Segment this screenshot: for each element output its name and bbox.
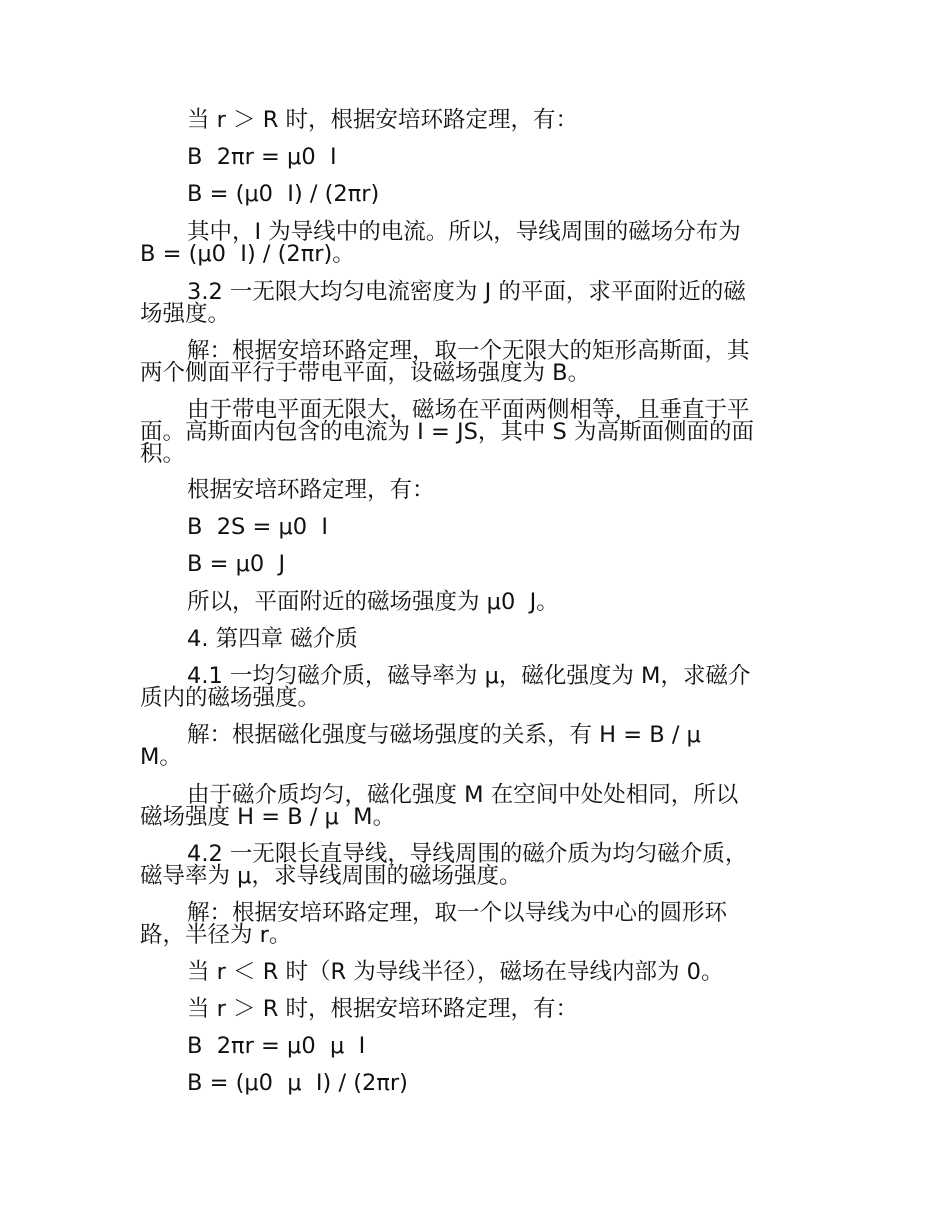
text-line: 解：根据安培环路定理，取一个无限大的矩形高斯面，其 <box>187 338 750 364</box>
text-line: 路，半径为 r。 <box>140 922 292 948</box>
equation-line: B = (μ0 I) / (2πr) <box>187 181 380 207</box>
text-line: 根据安培环路定理，有： <box>187 477 435 503</box>
text-line: 面。高斯面内包含的电流为 I = JS，其中 S 为高斯面侧面的面 <box>140 419 754 445</box>
text-line: 当 r ＜ R 时（R 为导线半径），磁场在导线内部为 0。 <box>187 959 724 985</box>
equation-line: B 2πr = μ0 I <box>187 144 337 170</box>
text-line: 磁导率为 μ，求导线周围的磁场强度。 <box>140 863 522 889</box>
text-line: 所以，平面附近的磁场强度为 μ0 J。 <box>187 589 559 615</box>
equation-line: B 2πr = μ0 μ I <box>187 1033 366 1059</box>
text-line: 4.2 一无限长直导线，导线周围的磁介质为均匀磁介质， <box>187 841 748 867</box>
text-line: 4.1 一均匀磁介质，磁导率为 μ，磁化强度为 M，求磁介 <box>187 663 751 689</box>
text-line: M。 <box>140 744 182 770</box>
equation-line: B = (μ0 μ I) / (2πr) <box>187 1070 408 1096</box>
text-line: 由于磁介质均匀，磁化强度 M 在空间中处处相同，所以 <box>187 782 739 808</box>
text-line: 解：根据磁化强度与磁场强度的关系，有 H = B / μ <box>187 722 701 748</box>
text-line: 解：根据安培环路定理，取一个以导线为中心的圆形环 <box>187 900 728 926</box>
text-line: 两个侧面平行于带电平面，设磁场强度为 B。 <box>140 360 591 386</box>
text-line: 3.2 一无限大均匀电流密度为 J 的平面，求平面附近的磁 <box>187 279 746 305</box>
text-line: 磁场强度 H = B / μ M。 <box>140 804 396 830</box>
text-line: B = (μ0 I) / (2πr)。 <box>140 241 355 267</box>
equation-line: B = μ0 J <box>187 551 286 577</box>
text-line: 当 r ＞ R 时，根据安培环路定理，有： <box>187 107 578 133</box>
text-line: 其中，I 为导线中的电流。所以，导线周围的磁场分布为 <box>187 219 741 245</box>
text-line: 场强度。 <box>140 301 231 327</box>
text-line: 积。 <box>140 441 186 467</box>
chapter-heading: 4. 第四章 磁介质 <box>187 626 358 652</box>
text-line: 质内的磁场强度。 <box>140 685 321 711</box>
equation-line: B 2S = μ0 I <box>187 514 329 540</box>
text-line: 由于带电平面无限大，磁场在平面两侧相等，且垂直于平 <box>187 397 750 423</box>
text-line: 当 r ＞ R 时，根据安培环路定理，有： <box>187 996 578 1022</box>
